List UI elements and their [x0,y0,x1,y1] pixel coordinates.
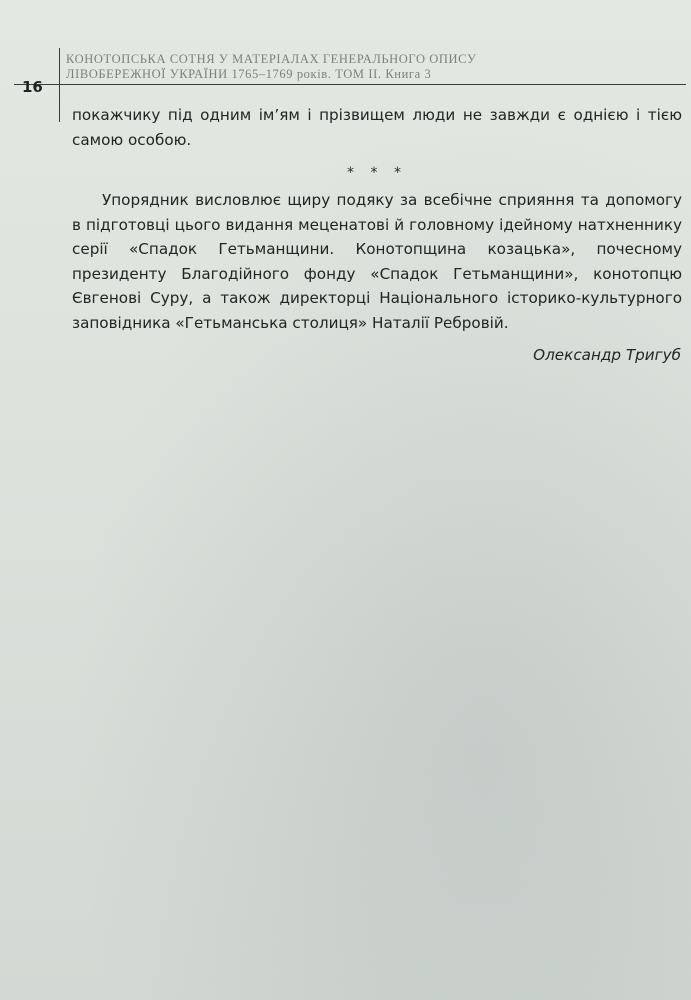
header-horizontal-rule [14,84,686,85]
acknowledgement-paragraph: Упорядник висловлює щиру подяку за всебічне сприяння та допомогу в підготовці цього видання меценатові й головному ідейному натхненнику серії «Спадок Гетьманщини. Конотопщина козацька», почесному президенту Благодійного фонду «Спадок Гетьманщини», конотопцю Євгенові Суру, а також директорці Національного історико-культурного заповідника «Гетьманська столиця» Наталії Ребровій. [72,191,682,332]
page-number: 16 [22,78,43,96]
running-header-line-2: ЛІВОБЕРЕЖНОЇ УКРАЇНИ 1765–1769 років. ТОМ ІІ. Книга 3 [66,67,432,81]
running-header-line-1: КОНОТОПСЬКА СОТНЯ У МАТЕРІАЛАХ ГЕНЕРАЛЬНОГО ОПИСУ [66,52,477,66]
continuation-paragraph: покажчику під одним ім’ям і прізвищем люди не завжди є однією і тією самою особою. [72,106,682,149]
author-signature: Олександр Тригуб [533,346,681,364]
header-vertical-rule [59,48,60,122]
section-separator: * * * [347,165,407,181]
